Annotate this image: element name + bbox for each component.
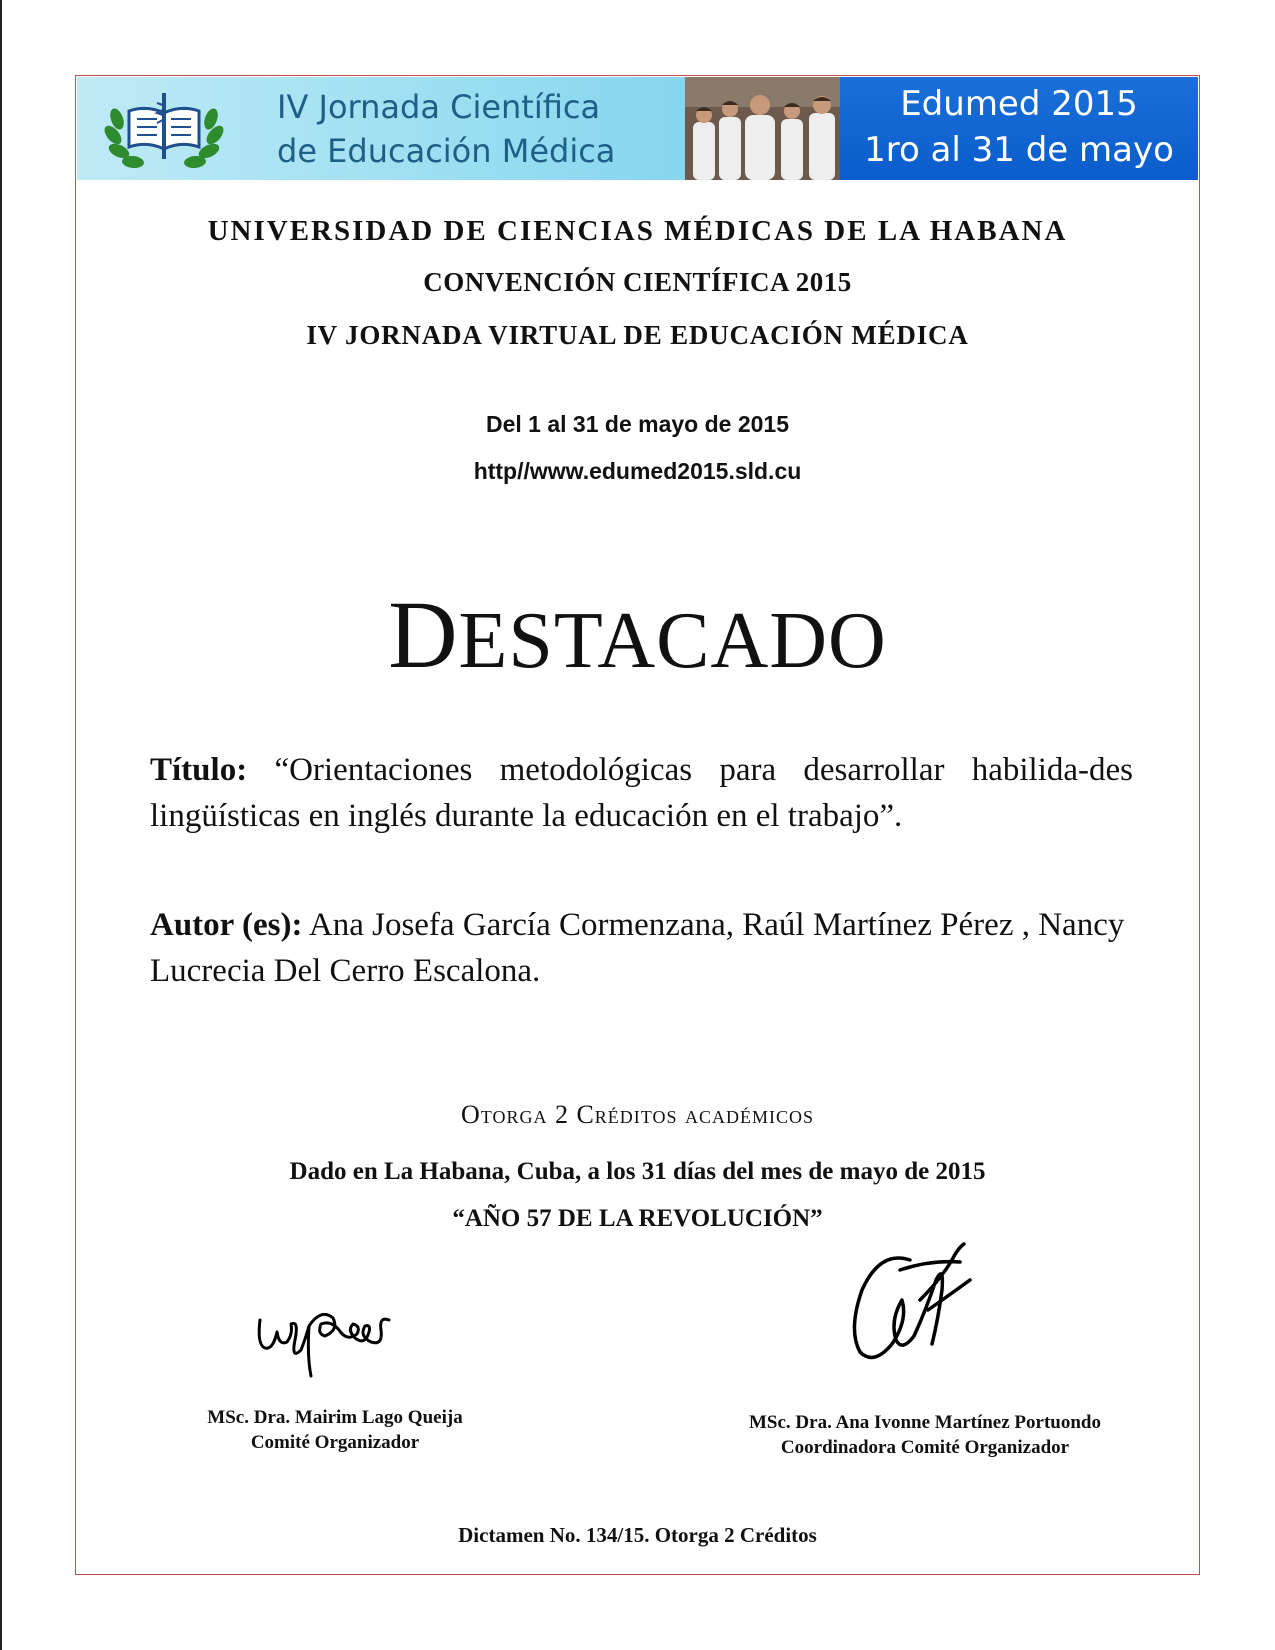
work-title-label: Título: — [150, 752, 248, 788]
signature-2-icon — [840, 1240, 990, 1370]
signer-1-role: Comité Organizador — [250, 1432, 420, 1453]
award-title-initial: D — [388, 581, 459, 688]
banner — [77, 77, 1198, 180]
medical-staff-photo-icon — [685, 77, 840, 180]
university-heading: UNIVERSIDAD DE CIENCIAS MÉDICAS DE LA HABANA — [207, 215, 1068, 247]
award-title-rest: ESTACADO — [458, 597, 887, 685]
event-url: http//www.edumed2015.sld.cu — [473, 458, 802, 484]
banner-event-line1: Edumed 2015 — [900, 84, 1138, 124]
signer-2-role: Coordinadora Comité Organizador — [780, 1437, 1070, 1458]
work-authors-text: Ana Josefa García Cormenzana, Raúl Martínez Pérez , Nancy Lucrecia Del Cerro Escalona. — [150, 907, 1125, 989]
banner-left — [77, 77, 685, 180]
dictamen-line: Dictamen No. 134/15. Otorga 2 Créditos — [458, 1523, 817, 1547]
laurel-book-logo-icon — [99, 89, 229, 171]
banner-title — [277, 85, 615, 173]
event-dates: Del 1 al 31 de mayo de 2015 — [485, 411, 789, 437]
jornada-heading: IV JORNADA VIRTUAL DE EDUCACIÓN MÉDICA — [306, 320, 969, 350]
banner-event — [840, 77, 1198, 180]
page-edge — [0, 0, 2, 1650]
banner-event-line2: 1ro al 31 de mayo — [864, 130, 1174, 170]
credits-line: Otorga 2 Créditos académicos — [461, 1100, 814, 1129]
signer-1 — [180, 1405, 490, 1455]
work-authors-label: Autor (es): — [150, 907, 303, 943]
award-title — [77, 581, 1198, 691]
signature-1-icon — [255, 1290, 415, 1380]
signer-2 — [700, 1410, 1150, 1460]
signer-2-name: MSc. Dra. Ana Ivonne Martínez Portuondo — [748, 1412, 1101, 1433]
banner-title-line1: IV Jornada Científica — [277, 88, 601, 126]
convention-heading: CONVENCIÓN CIENTÍFICA 2015 — [423, 267, 852, 297]
banner-photo — [685, 77, 840, 180]
year-motto: “AÑO 57 DE LA REVOLUCIÓN” — [452, 1205, 823, 1232]
work-authors — [150, 902, 1133, 994]
banner-title-line2: de Educación Médica — [277, 132, 616, 170]
work-title — [150, 747, 1133, 839]
signer-1-name: MSc. Dra. Mairim Lago Queija — [207, 1407, 463, 1428]
work-title-text: “Orientaciones metodológicas para desarrollar habilida-des lingüísticas en inglés durante la educación en el trabajo”. — [150, 752, 1133, 834]
issued-line: Dado en La Habana, Cuba, a los 31 días del mes de mayo de 2015 — [289, 1158, 986, 1185]
